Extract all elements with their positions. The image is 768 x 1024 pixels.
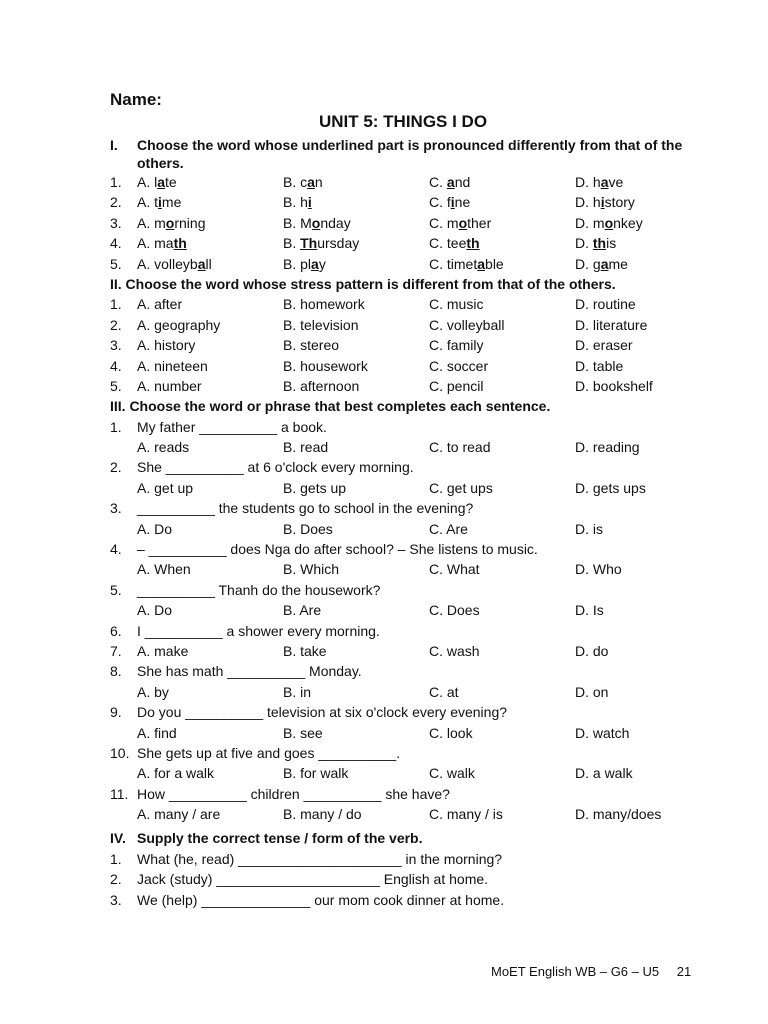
answer-option xyxy=(137,192,283,212)
answer-option: C. Does xyxy=(429,602,480,619)
question-text: __________ Thanh do the housework? xyxy=(137,581,381,598)
question-text: What (he, read) _____________________ in the morning? xyxy=(137,850,503,867)
question-number: 4. xyxy=(110,357,122,374)
underlined-part: a xyxy=(600,174,609,190)
question-row xyxy=(110,498,710,518)
answer-option: B. read xyxy=(283,439,329,456)
answer-option: A. geography xyxy=(137,316,221,333)
option-prefix: D. h xyxy=(575,174,601,190)
option-suffix: n xyxy=(314,174,323,190)
name-label: Name: xyxy=(110,90,162,109)
answer-option: B. take xyxy=(283,642,327,659)
question-row xyxy=(110,784,710,804)
option-prefix: C. m xyxy=(429,214,459,231)
indent-spacer xyxy=(110,478,137,498)
answer-option: A. after xyxy=(137,296,183,313)
answer-option: A. When xyxy=(137,561,191,578)
answer-option: B. for walk xyxy=(283,765,349,782)
question-text: We (help) ______________ our mom cook dinner at home. xyxy=(137,892,505,909)
section-4-questions xyxy=(110,849,710,911)
question-row xyxy=(110,849,710,870)
question-number: 6. xyxy=(110,622,122,639)
question-number: 4. xyxy=(110,235,122,252)
answer-option xyxy=(575,172,721,192)
option-prefix: D. g xyxy=(575,255,601,272)
question-row xyxy=(110,376,710,396)
option-prefix: A. l xyxy=(137,174,158,190)
answer-option xyxy=(575,192,721,212)
section-1-questions xyxy=(110,172,710,274)
option-prefix: B. M xyxy=(283,214,312,231)
worksheet-content xyxy=(110,136,710,911)
option-suffix: y xyxy=(318,255,326,272)
question-number: 2. xyxy=(110,194,122,211)
question-number: 5. xyxy=(110,255,122,272)
underlined-part: a xyxy=(446,174,455,190)
answer-option: B. housework xyxy=(283,357,368,374)
option-suffix: ble xyxy=(485,255,504,272)
answer-option xyxy=(429,213,575,233)
underlined-part: i xyxy=(600,194,605,211)
answer-option: D. watch xyxy=(575,724,630,741)
answer-option: D. routine xyxy=(575,296,636,313)
indent-spacer xyxy=(110,559,137,579)
answer-option xyxy=(575,213,721,233)
answer-option: B. stereo xyxy=(283,337,340,354)
question-text: She __________ at 6 o'clock every morning. xyxy=(137,459,414,476)
question-text: I __________ a shower every morning. xyxy=(137,622,380,639)
answer-option: A. number xyxy=(137,377,202,394)
question-text: __________ the students go to school in the evening? xyxy=(137,500,474,517)
option-prefix: C. xyxy=(429,174,447,190)
options-row xyxy=(110,559,710,579)
page-footer xyxy=(491,964,691,979)
section-4 xyxy=(110,827,710,911)
question-row xyxy=(110,890,710,911)
option-suffix: ther xyxy=(467,214,492,231)
question-number: 1. xyxy=(110,418,122,435)
answer-option: C. many / is xyxy=(429,806,503,823)
underlined-part: i xyxy=(158,194,162,211)
answer-option xyxy=(429,233,575,253)
answer-option xyxy=(575,233,721,253)
indent-spacer xyxy=(110,519,137,539)
indent-spacer xyxy=(110,763,137,783)
underlined-part: Th xyxy=(300,235,318,252)
answer-option: B. homework xyxy=(283,296,365,313)
option-suffix: ursday xyxy=(317,235,360,252)
answer-option xyxy=(429,172,575,192)
underlined-part: o xyxy=(604,214,614,231)
options-row xyxy=(110,763,710,783)
option-prefix: A. m xyxy=(137,214,166,231)
answer-option xyxy=(137,172,283,192)
section-1-number: I. xyxy=(110,137,118,153)
question-number: 1. xyxy=(110,174,122,190)
indent-spacer xyxy=(110,600,137,620)
section-1-heading xyxy=(110,136,710,172)
answer-option: D. eraser xyxy=(575,337,633,354)
section-2-questions xyxy=(110,294,710,396)
answer-option: C. walk xyxy=(429,765,475,782)
question-row xyxy=(110,743,710,763)
answer-option xyxy=(429,254,575,274)
question-number: 3. xyxy=(110,214,122,231)
question-number: 11. xyxy=(110,785,129,802)
answer-option: C. Are xyxy=(429,520,468,537)
option-suffix: ve xyxy=(608,174,624,190)
underlined-part: o xyxy=(458,214,468,231)
answer-option: A. reads xyxy=(137,439,190,456)
answer-option: D. on xyxy=(575,683,609,700)
option-prefix: B. xyxy=(283,235,301,252)
options-row xyxy=(110,519,710,539)
question-row xyxy=(110,192,710,212)
underlined-part: a xyxy=(157,174,166,190)
option-prefix: D. xyxy=(575,235,593,252)
option-prefix: C. tee xyxy=(429,235,467,252)
option-prefix: A. ma xyxy=(137,235,174,252)
option-prefix: B. pl xyxy=(283,255,312,272)
indent-spacer xyxy=(110,804,137,824)
indent-spacer xyxy=(110,682,137,702)
underlined-part: th xyxy=(466,235,480,252)
option-suffix: story xyxy=(604,194,635,211)
question-row xyxy=(110,539,710,559)
answer-option xyxy=(137,254,283,274)
underlined-part: a xyxy=(600,255,609,272)
question-row xyxy=(110,457,710,477)
answer-option xyxy=(137,213,283,233)
option-prefix: A. t xyxy=(137,194,159,211)
option-suffix: me xyxy=(608,255,628,272)
question-number: 3. xyxy=(110,337,122,354)
options-row xyxy=(110,478,710,498)
answer-option: B. see xyxy=(283,724,323,741)
option-prefix: D. h xyxy=(575,194,601,211)
option-prefix: B. c xyxy=(283,174,308,190)
indent-spacer xyxy=(110,723,137,743)
answer-option: C. What xyxy=(429,561,480,578)
underlined-part: a xyxy=(477,255,486,272)
answer-option: A. get up xyxy=(137,479,194,496)
option-suffix: ll xyxy=(205,255,212,272)
option-suffix: nday xyxy=(320,214,351,231)
page-number: 21 xyxy=(676,964,692,979)
answer-option: D. is xyxy=(575,520,603,537)
answer-option: B. afternoon xyxy=(283,377,360,394)
section-4-number: IV. xyxy=(110,829,126,846)
question-number: 2. xyxy=(110,316,122,333)
question-number: 1. xyxy=(110,850,122,867)
section-3-questions xyxy=(110,417,710,825)
answer-option: C. soccer xyxy=(429,357,489,374)
answer-option: A. nineteen xyxy=(137,357,208,374)
unit-title: UNIT 5: THINGS I DO xyxy=(318,112,488,131)
underlined-part: a xyxy=(197,255,206,272)
answer-option: D. bookshelf xyxy=(575,377,653,394)
question-row xyxy=(110,254,710,274)
answer-option: B. Are xyxy=(283,602,322,619)
question-row xyxy=(110,356,710,376)
option-prefix: C. f xyxy=(429,194,451,211)
question-row xyxy=(110,315,710,335)
section-4-instruction: Supply the correct tense / form of the verb. xyxy=(137,829,423,846)
answer-option: B. Does xyxy=(283,520,333,537)
section-4-heading xyxy=(110,827,710,849)
answer-option xyxy=(137,233,283,253)
option-suffix: nkey xyxy=(613,214,643,231)
option-suffix: rning xyxy=(174,214,206,231)
answer-option: C. to read xyxy=(429,439,491,456)
answer-option: B. gets up xyxy=(283,479,347,496)
options-row xyxy=(110,723,710,743)
footer-label: MoET English WB – G6 – U5 xyxy=(491,964,660,979)
answer-option: C. music xyxy=(429,296,484,313)
answer-option: D. reading xyxy=(575,439,640,456)
question-text: She has math __________ Monday. xyxy=(137,663,362,680)
question-text: My father __________ a book. xyxy=(137,418,327,435)
question-row xyxy=(110,621,710,641)
answer-option xyxy=(283,192,429,212)
question-number: 7. xyxy=(110,642,122,659)
option-prefix: B. h xyxy=(283,194,308,211)
question-row xyxy=(110,641,710,661)
option-suffix: ne xyxy=(454,194,471,211)
options-row xyxy=(110,804,710,824)
section-1-instruction: Choose the word whose underlined part is pronounced differently from that of the others. xyxy=(137,137,683,171)
answer-option: D. do xyxy=(575,642,609,659)
option-prefix: D. m xyxy=(575,214,605,231)
question-text: She gets up at five and goes __________. xyxy=(137,744,401,761)
question-number: 3. xyxy=(110,500,122,517)
answer-option: C. pencil xyxy=(429,377,484,394)
answer-option: A. Do xyxy=(137,602,173,619)
question-row xyxy=(110,702,710,722)
question-number: 9. xyxy=(110,704,122,721)
answer-option: D. a walk xyxy=(575,765,633,782)
underlined-part: i xyxy=(450,194,455,211)
answer-option: D. literature xyxy=(575,316,648,333)
question-number: 3. xyxy=(110,892,122,909)
option-suffix: me xyxy=(161,194,182,211)
answer-option: C. look xyxy=(429,724,473,741)
question-number: 8. xyxy=(110,663,122,680)
answer-option xyxy=(283,213,429,233)
question-number: 10. xyxy=(110,744,130,761)
question-row xyxy=(110,172,710,192)
section-3-instruction: III. Choose the word or phrase that best completes each sentence. xyxy=(110,398,551,415)
answer-option: B. in xyxy=(283,683,312,700)
options-row xyxy=(110,437,710,457)
indent-spacer xyxy=(110,437,137,457)
question-row xyxy=(110,580,710,600)
question-text: Jack (study) _____________________ English at home. xyxy=(137,871,489,888)
question-row xyxy=(110,213,710,233)
question-text: How __________ children __________ she have? xyxy=(137,785,450,802)
answer-option: B. television xyxy=(283,316,359,333)
answer-option: D. gets ups xyxy=(575,479,646,496)
answer-option xyxy=(283,254,429,274)
answer-option: A. by xyxy=(137,683,169,700)
question-row xyxy=(110,233,710,253)
answer-option: D. table xyxy=(575,357,624,374)
answer-option: C. volleyball xyxy=(429,316,505,333)
answer-option: C. at xyxy=(429,683,459,700)
answer-option xyxy=(575,254,721,274)
section-2-instruction: II. Choose the word whose stress pattern is different from that of the others. xyxy=(110,275,616,292)
underlined-part: th xyxy=(173,235,187,252)
answer-option: D. many/does xyxy=(575,806,662,823)
question-row xyxy=(110,335,710,355)
options-row xyxy=(110,600,710,620)
option-prefix: A. volleyb xyxy=(137,255,198,272)
question-number: 5. xyxy=(110,581,122,598)
question-row xyxy=(110,869,710,890)
question-number: 2. xyxy=(110,871,122,888)
underlined-part: a xyxy=(307,174,315,190)
underlined-part: o xyxy=(165,214,175,231)
underlined-part: a xyxy=(311,255,319,272)
option-prefix: C. timet xyxy=(429,255,478,272)
answer-option: A. make xyxy=(137,642,189,659)
underlined-part: o xyxy=(311,214,321,231)
option-suffix: nd xyxy=(454,174,471,190)
question-number: 2. xyxy=(110,459,122,476)
question-number: 5. xyxy=(110,377,122,394)
options-row xyxy=(110,682,710,702)
question-text: Do you __________ television at six o'clock every evening? xyxy=(137,704,508,721)
answer-option: B. Which xyxy=(283,561,340,578)
question-number: 4. xyxy=(110,541,122,558)
answer-option xyxy=(429,192,575,212)
answer-option: C. get ups xyxy=(429,479,493,496)
answer-option: A. find xyxy=(137,724,177,741)
question-row xyxy=(110,661,710,681)
answer-option: C. family xyxy=(429,337,484,354)
underlined-part: th xyxy=(592,235,607,252)
question-number: 1. xyxy=(110,296,122,313)
question-text: – __________ does Nga do after school? – She listens to music. xyxy=(137,541,538,558)
answer-option: A. Do xyxy=(137,520,173,537)
option-suffix: is xyxy=(606,235,617,252)
answer-option xyxy=(283,172,429,192)
answer-option: A. for a walk xyxy=(137,765,215,782)
option-suffix: te xyxy=(165,174,177,190)
answer-option: A. many / are xyxy=(137,806,221,823)
question-row xyxy=(110,417,710,437)
answer-option: C. wash xyxy=(429,642,480,659)
answer-option xyxy=(283,233,429,253)
answer-option: A. history xyxy=(137,337,196,354)
underlined-part: i xyxy=(307,194,312,211)
answer-option: D. Is xyxy=(575,602,604,619)
answer-option: D. Who xyxy=(575,561,622,578)
answer-option: B. many / do xyxy=(283,806,362,823)
question-row xyxy=(110,294,710,314)
